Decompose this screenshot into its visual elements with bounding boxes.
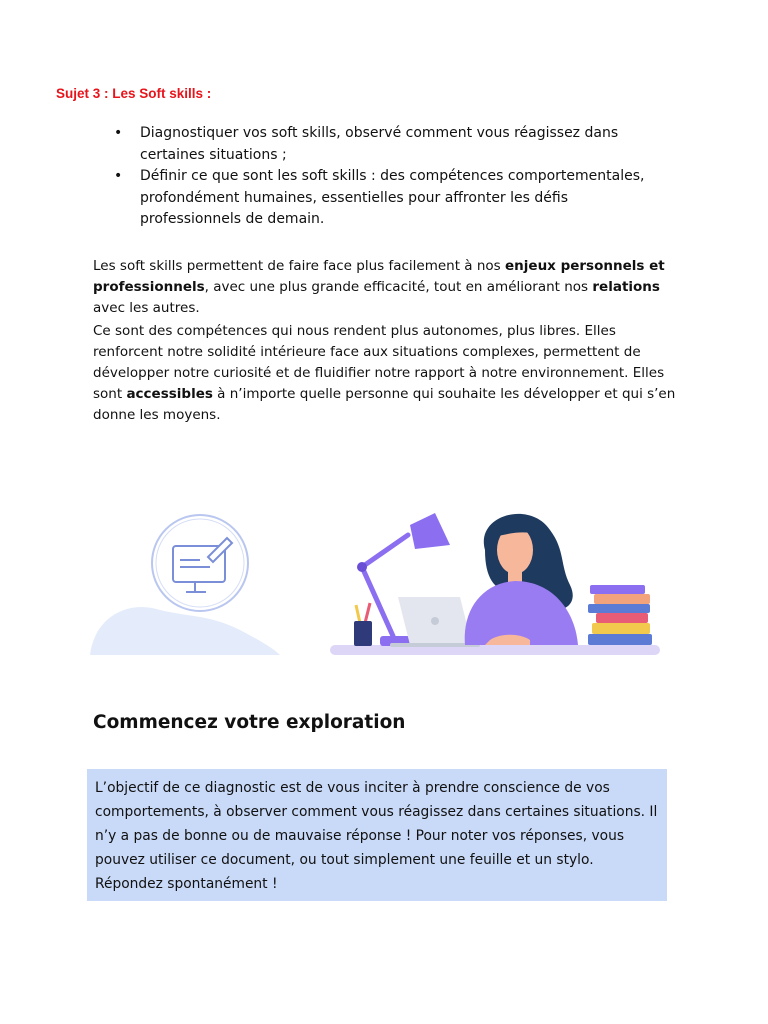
paragraph-text: Ce sont des compétences qui nous rendent plus autonomes, plus libres. Elles renforcent notre solidité intérieure face aux situations complexes, permettent de développer notre curiosité et de fluidifier notre rapport à notre environnement. Elles sont: [93, 323, 665, 402]
list-item: • Diagnostiquer vos soft skills, observé comment vous réagissez dans certaines situations ;: [110, 123, 670, 166]
instructions-box: [87, 769, 667, 901]
paragraph-text: à n’importe quelle personne qui souhaite les développer et qui s’en donne les moyens.: [93, 386, 676, 423]
paragraph-text: , avec une plus grande efficacité, tout en améliorant nos: [204, 279, 593, 295]
bold-phrase: accessibles: [126, 386, 213, 402]
paragraph-text: avec les autres.: [93, 300, 200, 316]
bold-phrase: relations: [592, 279, 660, 295]
objectives-list: [110, 123, 670, 231]
paragraph-text: Les soft skills permettent de faire face plus facilement à nos: [93, 258, 506, 274]
topic-heading: Sujet 3 : Les Soft skills :: [56, 86, 212, 101]
intro-paragraph: [93, 256, 683, 319]
study-illustration: [90, 505, 665, 665]
monitor-pen-icon: [152, 515, 248, 611]
bold-phrase: enjeux personnels et professionnels: [93, 258, 665, 295]
woman-figure: [465, 514, 578, 645]
description-paragraph: [93, 321, 683, 426]
pencil-cup-icon: [354, 603, 372, 646]
list-item: • Définir ce que sont les soft skills : des compétences comportementales, profondément humaines, essentielles pour affronter les défis professionnels de demain.: [110, 166, 670, 231]
section-title: Commencez votre exploration: [93, 712, 406, 733]
books-stack-icon: [588, 585, 652, 645]
instructions-text: L’objectif de ce diagnostic est de vous inciter à prendre conscience de vos comportements, à observer comment vous réagissez dans certaines situations. Il n’y a pas de bonne ou de mauvaise réponse ! Pour noter vos réponses, vous pouvez utiliser ce document, ou tout simplement une feuille et un stylo. Répondez spontanément !: [95, 780, 658, 892]
